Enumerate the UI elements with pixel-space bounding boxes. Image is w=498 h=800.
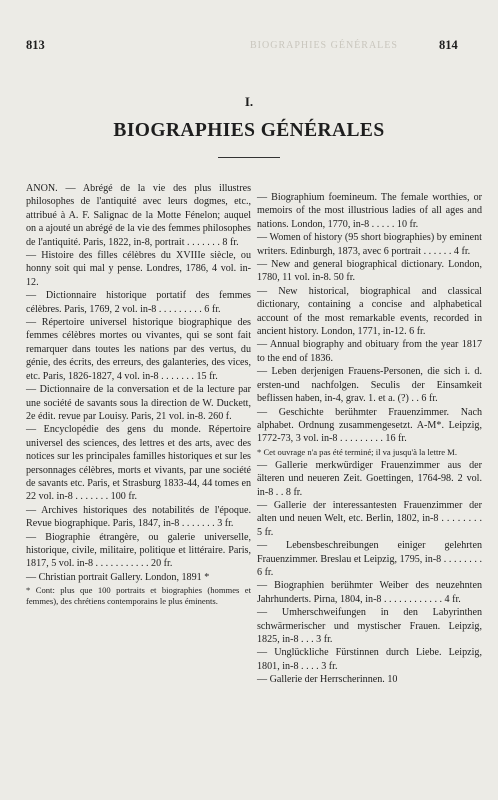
entry: — Umherschweifungen in den Labyrinthen schwärmerischer und mystischer Frauen. Leipzig, 1825, in-8 . . . 3 fr.: [257, 607, 482, 645]
entry: — Archives historiques des notabilités de l'époque. Revue biographique. Paris, 1847, in-8 . . . . . . . 3 fr.: [26, 504, 251, 530]
entry: ANON. — Abrégé de la vie des plus illustres philosophes de l'antiquité avec leurs dogmes, etc., attribué à A. F. Salignac de la Motte Fénelon; auquel on a ajouté un abrégé de la vie des femmes philosophes de l'antiquité. Paris, 1822, in-8, portrait . . . . . . . 8 fr.: [26, 183, 251, 248]
footnote: * Cet ouvrage n'a pas été terminé; il va jusqu'à la lettre M.: [257, 446, 457, 457]
page-number-right: 814: [439, 38, 458, 52]
entry: — New historical, biographical and classical dictionary, containing a concise and alphabetical account of the most remarkable events, recorded in ancient history. London, 1771, in-12. 6 fr.: [257, 285, 482, 338]
left-column: [26, 182, 251, 608]
footnote: * Cont: plus que 100 portraits et biographies (hommes et femmes), des chrétiens contemporains le plus éminents.: [26, 585, 251, 607]
title-rule: [218, 157, 280, 158]
entry: — Biographium foemineum. The female worthies, or memoirs of the most illustrious ladies of all ages and nations. London, 1770, in-8 . . . . . 10 fr.: [257, 192, 482, 230]
entry: — Biographie étrangère, ou galerie universelle, historique, civile, militaire, politique et littéraire. Paris, 1817, 5 vol. in-8 . . . . . . . . . . . 20 fr.: [26, 531, 251, 570]
entry: — Dictionnaire de la conversation et de la lecture par une société de savants sous la direction de W. Duckett, 2e édit. revue par Louisy. Paris, 21 vol. in-8. 260 f.: [26, 384, 251, 422]
entry: — Encyclopédie des gens du monde. Répertoire universel des sciences, des lettres et des arts, avec des notices sur les principales familles historiques et sur les personnages célèbres, morts et vivants, par une société de savants etc. Paris, et Strasburg 1833-44, 44 tomes en 22 vol. in-8 . . . . . . . 100 fr.: [26, 424, 251, 503]
entry: — Leben derjenigen Frauens-Personen, die sich i. d. ersten-und nachfolgen. Seculis der Einsamkeit beflissen haben, in-4, grav. 1. et a. (?) . . 6 fr.: [257, 366, 482, 405]
entry: — Geschichte berühmter Frauenzimmer. Nach alphabet. Ordnung zusammengesetzt. A-M*. Leipzig, 1772-73, 3 vol. in-8 . . . . . . . . . 16 fr.: [257, 406, 482, 445]
entry: — Lebensbeschreibungen einiger gelehrten Frauenzimmer. Breslau et Leipzig, 1795, in-8 . . . . . . . . 6 fr.: [257, 540, 482, 578]
section-title: BIOGRAPHIES GÉNÉRALES: [113, 120, 385, 141]
entry: — Répertoire universel historique biographique des femmes célèbres mortes ou vivantes, qui se sont fait remarquer dans toutes les nations par des vertus, du génie, des écrits, des erreurs, des galanteries, des vices, etc. Paris, 1826-1827, 4 vol. in-8 . . . . . . . 15 fr.: [26, 317, 251, 382]
entry: — Unglückliche Fürstinnen durch Liebe. Leipzig, 1801, in-8 . . . . 3 fr.: [257, 647, 482, 672]
entry: — Biographien berühmter Weiber des neuzehnten Jahrhunderts. Pirna, 1804, in-8 . . . . . . . . . . . . 4 fr.: [257, 580, 482, 605]
page-number-left: 813: [26, 38, 45, 52]
entry: — Annual biography and obituary from the year 1817 to the end of 1836.: [257, 339, 482, 364]
section-number: I.: [244, 94, 254, 109]
right-column: [257, 191, 482, 687]
entry: — Women of history (95 short biographies) by eminent writers. Edinburgh, 1873, avec 6 portrait . . . . . . 4 fr.: [257, 232, 482, 257]
entry: — New and general biographical dictionary. London, 1780, 11 vol. in-8. 50 fr.: [257, 259, 482, 284]
entry: — Dictionnaire historique portatif des femmes célèbres. Paris, 1769, 2 vol. in-8 . . . . . . . . . 6 fr.: [26, 290, 251, 315]
entry: — Gallerie der interessantesten Frauenzimmer der alten und neuen Welt, etc. Berlin, 1802, in-8 . . . . . . . . 5 fr.: [257, 499, 482, 538]
entry: — Histoire des filles célèbres du XVIIIe siècle, ou honny soit qui mal y pense. Londres, 1786, 4 vol. in-12.: [26, 250, 251, 288]
bleed-through-header: BIOGRAPHIES GÉNÉRALES: [250, 40, 398, 51]
entry: — Gallerie merkwürdiger Frauenzimmer aus der älteren und neueren Zeit. Goettingen, 1764-98. 2 vol. in-8 . . 8 fr.: [257, 459, 482, 498]
entry: — Christian portrait Gallery. London, 1891 *: [26, 571, 210, 583]
entry: — Gallerie der Herrscherinnen. 10: [257, 674, 398, 686]
